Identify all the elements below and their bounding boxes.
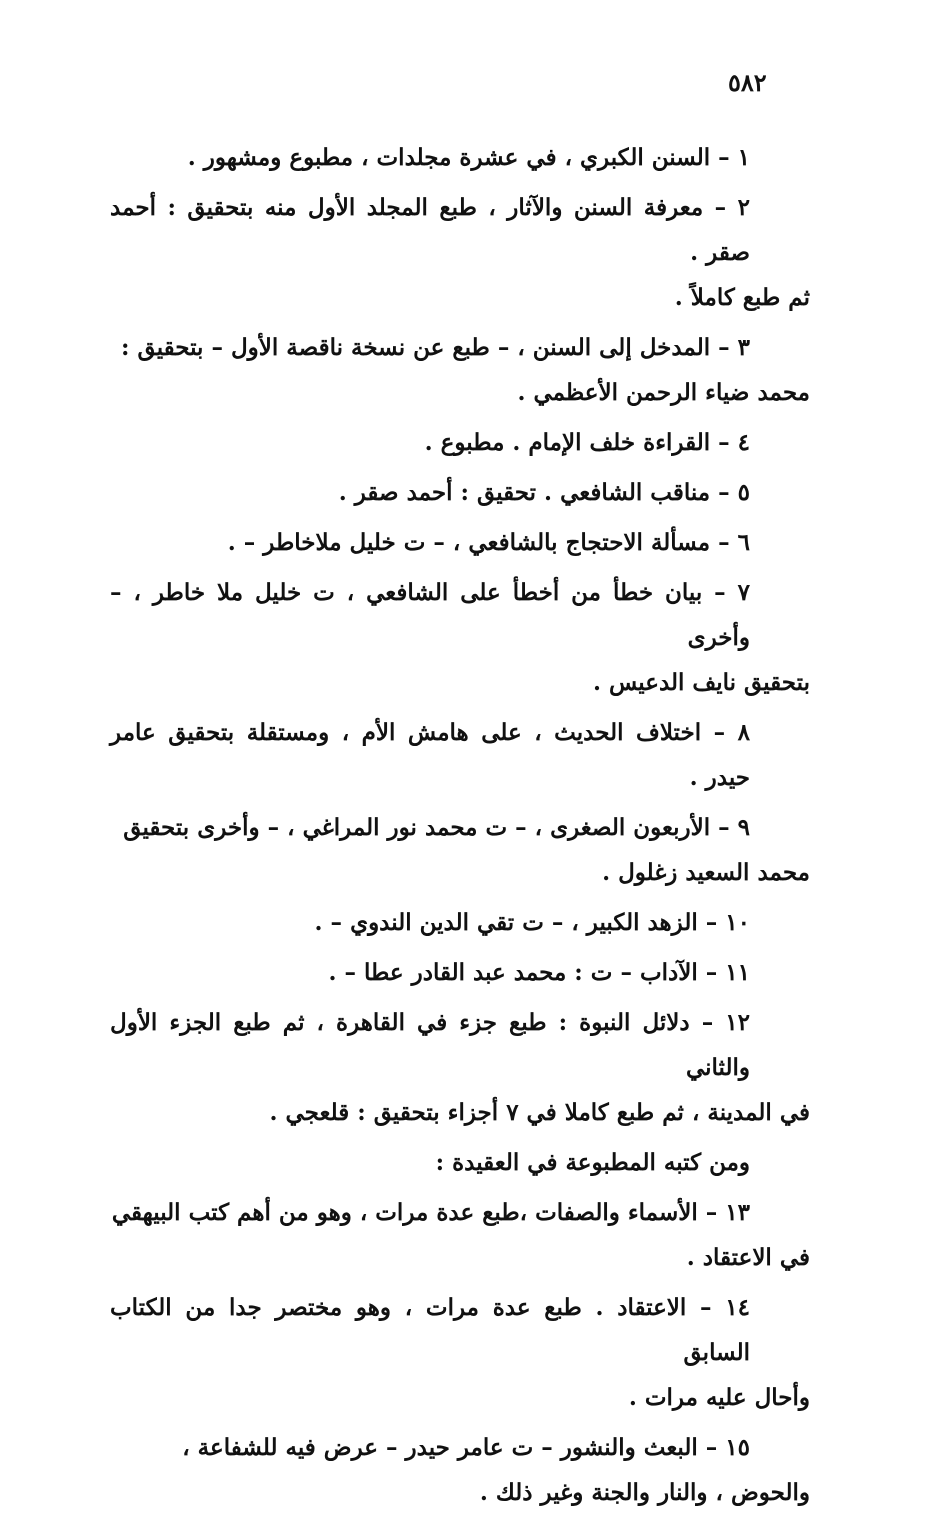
entry-continuation: بتحقيق نايف الدعيس . (592, 669, 810, 696)
entry-text: ٦ – مسألة الاحتجاج بالشافعي ، – ت خليل ملاخاطر – . (227, 529, 750, 556)
entry-text: ١٣ – الأسماء والصفات ،طبع عدة مرات ، وهو من أهم كتب البيهقي (111, 1199, 750, 1226)
book-entry-14 (110, 1285, 810, 1420)
book-entry-1 (110, 135, 810, 180)
entry-continuation: ثم طبع كاملاً . (674, 284, 810, 311)
book-entry-8 (110, 710, 810, 800)
entry-text: ٤ – القراءة خلف الإمام . مطبوع . (424, 429, 750, 456)
book-entry-11 (110, 950, 810, 995)
book-entry-5 (110, 470, 810, 515)
page-number: ٥٨٢ (728, 68, 767, 97)
entry-continuation: في الاعتقاد . (686, 1244, 810, 1271)
entry-continuation: محمد ضياء الرحمن الأعظمي . (517, 379, 810, 406)
entry-text: ١١ – الآداب – ت : محمد عبد القادر عطا – . (328, 959, 750, 986)
book-entry-13 (110, 1190, 810, 1280)
book-entry-10 (110, 900, 810, 945)
entry-text: ٢ – معرفة السنن والآثار ، طبع المجلد الأول منه بتحقيق : أحمد صقر . (110, 194, 750, 266)
entry-text: ١ – السنن الكبري ، في عشرة مجلدات ، مطبوع ومشهور . (187, 144, 750, 171)
book-entry-15 (110, 1425, 810, 1515)
book-entry-6 (110, 520, 810, 565)
entry-text: ١٠ – الزهد الكبير ، – ت تقي الدين الندوي – . (314, 909, 750, 936)
entry-continuation: محمد السعيد زغلول . (602, 859, 810, 886)
book-entry-12 (110, 1000, 810, 1135)
entry-text: ١٥ – البعث والنشور – ت عامر حيدر – عرض فيه للشفاعة ، (182, 1434, 750, 1461)
entry-continuation: وأحال عليه مرات . (628, 1384, 810, 1411)
entry-continuation: في المدينة ، ثم طبع كاملا في ٧ أجزاء بتحقيق : قلعجي . (269, 1099, 810, 1126)
book-entry-3 (110, 325, 810, 415)
entry-text: ٨ – اختلاف الحديث ، على هامش الأم ، ومستقلة بتحقيق عامر حيدر . (110, 719, 750, 791)
section-heading: ومن كتبه المطبوعة في العقيدة : (435, 1149, 750, 1176)
entry-text: ١٢ – دلائل النبوة : طبع جزء في القاهرة ، ثم طبع الجزء الأول والثاني (110, 1009, 750, 1081)
entry-text: ٣ – المدخل إلى السنن ، – طبع عن نسخة ناقصة الأول – بتحقيق : (121, 334, 750, 361)
book-entry-4 (110, 420, 810, 465)
book-entry-2 (110, 185, 810, 320)
page-content (110, 135, 810, 1520)
entry-text: ٧ – بيان خطأ من أخطأ على الشافعي ، ت خليل ملا خاطر ، – وأخرى (110, 579, 750, 651)
entry-continuation: والحوض ، والنار والجنة وغير ذلك . (479, 1479, 810, 1506)
book-entry-9 (110, 805, 810, 895)
entry-text: ٥ – مناقب الشافعي . تحقيق : أحمد صقر . (338, 479, 750, 506)
entry-text: ١٤ – الاعتقاد . طبع عدة مرات ، وهو مختصر جدا من الكتاب السابق (110, 1294, 750, 1366)
entry-text: ٩ – الأربعون الصغرى ، – ت محمد نور المراغي ، – وأخرى بتحقيق (123, 814, 750, 841)
book-entry-7 (110, 570, 810, 705)
